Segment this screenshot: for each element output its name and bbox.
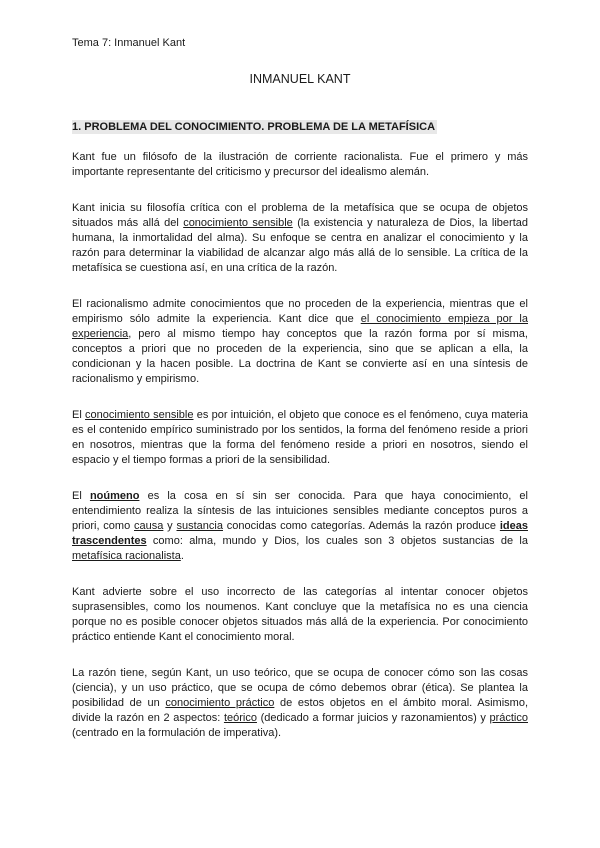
text-span: La razón tiene, según Kant, un uso teórico, que se ocupa de conocer cómo son las cosas (ciencia), y un uso práctico, que se ocupa de cómo debemos obrar (ética). Se plantea la posibilidad de un — [72, 667, 528, 709]
text-span: , pero al mismo tiempo hay conceptos que la razón forma por sí misma, conceptos a priori que no proceden de la experiencia, sino que se aplican a ella, la condicionan y la hacen posible. La doctrina de Kant se convierte así en una síntesis de racionalismo y empirismo. — [72, 328, 528, 385]
text-span: (la existencia y naturaleza de Dios, la libertad humana, la inmortalidad del alma). Su enfoque se centra en analizar el conocimiento y la razón para determinar la viabilidad de alcanzar algo más allá de lo sensible. La crítica de la metafísica se cuestiona así, en una crítica de la razón. — [72, 217, 528, 274]
text-span: es la cosa en sí sin ser conocida. Para que haya conocimiento, el entendimiento realiza la síntesis de las intuiciones sensibles mediante conceptos puros a priori, como — [72, 490, 528, 532]
underlined-term: el conocimiento empieza por la experiencia — [72, 313, 528, 340]
text-span: de estos objetos en el ámbito moral. Asimismo, divide la razón en 2 aspectos: — [72, 697, 529, 724]
underlined-term: causa — [134, 520, 164, 532]
text-span: Kant inicia su filosofía crítica con el problema de la metafísica que se ocupa de objetos situados más allá del — [72, 202, 528, 229]
underlined-term: conocimiento práctico — [165, 697, 275, 709]
document-body — [72, 150, 528, 762]
underlined-term: conocimiento sensible — [85, 409, 194, 421]
paragraph-7 — [72, 666, 528, 741]
text-span: y — [163, 520, 177, 532]
bold-underlined-term: noúmeno — [89, 490, 140, 502]
text-span: El — [72, 409, 86, 421]
underlined-term: sustancia — [176, 520, 223, 532]
text-span: El — [72, 490, 90, 502]
text-span: como: alma, mundo y Dios, los cuales son 3 objetos sustancias de la — [146, 535, 528, 547]
page-header: Tema 7: Inmanuel Kant — [72, 37, 186, 49]
document-title: INMANUEL KANT — [249, 72, 351, 86]
text-span: (dedicado a formar juicios y razonamientos) y — [256, 712, 490, 724]
paragraph-5 — [72, 489, 528, 564]
bold-underlined-term: ideas trascendentes — [72, 520, 528, 547]
text-span: es por intuición, el objeto que conoce es el fenómeno, cuya materia es el contenido empírico suministrado por los sentidos, la forma del fenómeno reside a priori en nosotros, mientras que la forma del fenómeno reside a priori en nosotros, siendo el espacio y el tiempo formas a priori de la sensibilidad. — [72, 409, 528, 466]
underlined-term: metafísica racionalista — [72, 550, 181, 562]
paragraph-3 — [72, 297, 528, 387]
text-span: . — [180, 550, 184, 562]
paragraph-4 — [72, 408, 528, 468]
paragraph-6: Kant advierte sobre el uso incorrecto de las categorías al intentar conocer objetos suprasensibles, como los noumenos. Kant concluye que la metafísica no es una ciencia porque no es posible conocer objetos situados más allá de la experiencia. Por conocimiento práctico entiende Kant el conocimiento moral. — [72, 586, 528, 643]
text-span: El racionalismo admite conocimientos que no proceden de la experiencia, mientras que el empirismo sólo admite la experiencia. Kant dice que — [72, 298, 528, 325]
paragraph-2 — [72, 201, 528, 276]
underlined-term: teórico — [223, 712, 257, 724]
underlined-term: conocimiento sensible — [183, 217, 293, 229]
section-heading: 1. PROBLEMA DEL CONOCIMIENTO. PROBLEMA DE LA METAFÍSICA — [72, 121, 436, 133]
underlined-term: práctico — [489, 712, 528, 724]
paragraph-1: Kant fue un filósofo de la ilustración de corriente racionalista. Fue el primero y más importante representante del criticismo y precursor del idealismo alemán. — [72, 151, 528, 178]
text-span: conocidas como categorías. Además la razón produce — [222, 520, 500, 532]
text-span: (centrado en la formulación de imperativa). — [72, 727, 282, 739]
